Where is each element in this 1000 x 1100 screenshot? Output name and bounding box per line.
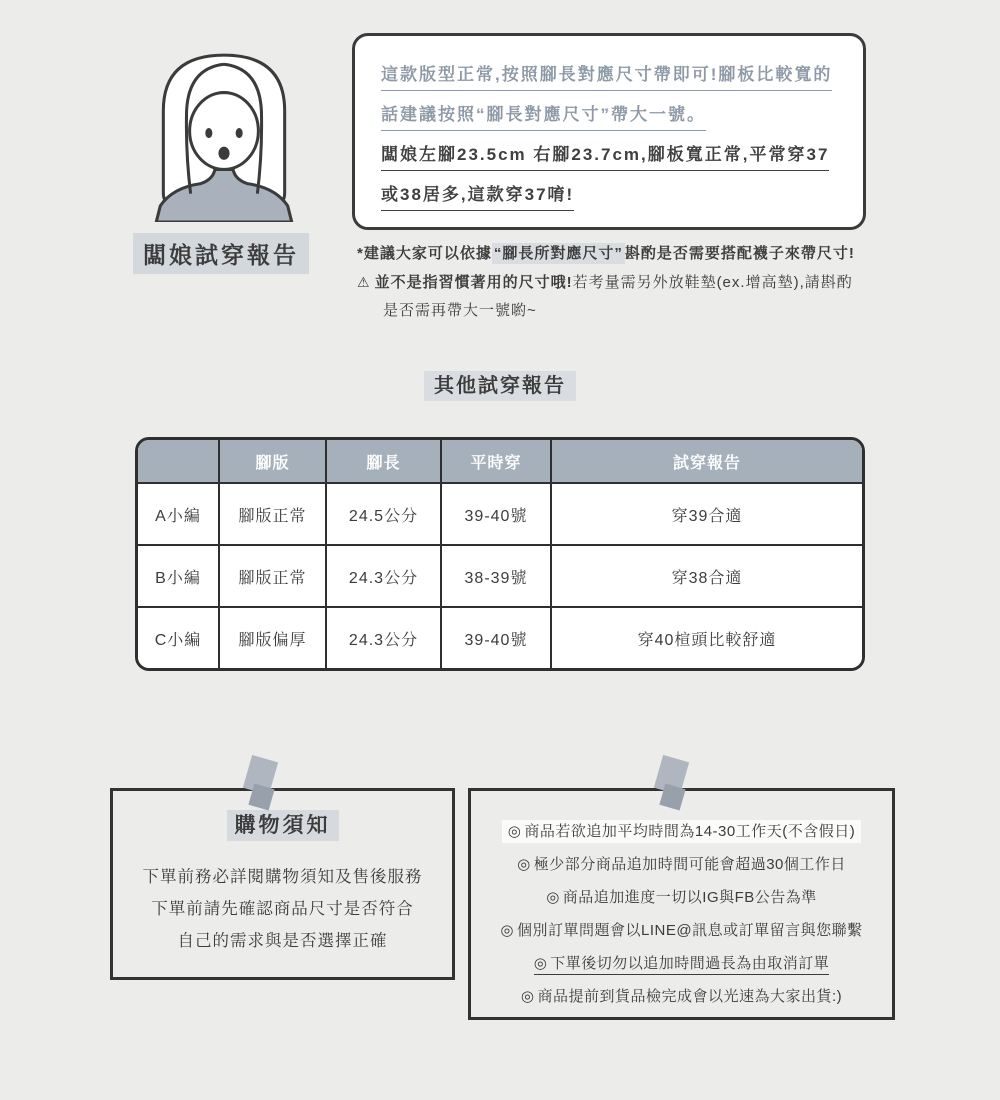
table-header-cell: 腳長 [325,440,440,482]
table-header-cell [138,440,218,482]
bullet-icon: ◎ [517,856,531,873]
bullet-icon: ◎ [520,988,535,1005]
notice-line: 下單前請先確認商品尺寸是否符合 [151,900,414,918]
table-cell: 39-40號 [440,482,550,544]
shopping-notice-box [110,788,455,980]
table-row-label: A小編 [138,482,218,544]
bullet-icon: ◎ [533,955,548,972]
warning-icon: ⚠ [357,274,371,290]
shop-owner-avatar [138,40,310,222]
avatar-mouth [218,147,229,160]
table-header-cell: 腳版 [218,440,325,482]
notice-line: 自己的需求與是否選擇正確 [177,932,388,950]
bullet-icon: ◎ [546,889,560,906]
note-line-3: 是否需再帶大一號喲~ [383,302,537,319]
other-reports-title: 其他試穿報告 [0,369,1000,398]
policy-item: ◎ 商品提前到貨品檢完成會以光速為大家出貨:) [520,988,843,1005]
bullet-icon: ◎ [507,823,522,840]
table-cell: 24.3公分 [325,606,440,668]
table-cell: 38-39號 [440,544,550,606]
avatar-eye-right [236,128,243,138]
table-cell: 穿39合適 [550,482,862,544]
table-cell: 24.5公分 [325,482,440,544]
sizing-note [357,240,897,325]
policy-item: ◎ 商品若欲追加平均時間為14-30工作天(不含假日) [471,815,892,848]
table-row-label: B小編 [138,544,218,606]
table-row-label: C小編 [138,606,218,668]
table-cell: 穿38合適 [550,544,862,606]
policy-item: ◎ 極少部分商品追加時間可能會超過30個工作日 [517,856,846,873]
table-cell: 腳版正常 [218,544,325,606]
bubble-line: 話建議按照“腳長對應尺寸”帶大一號。 [381,100,837,125]
policy-item: ◎ 下單後切勿以追加時間過長為由取消訂單 [471,947,892,980]
table-cell: 穿40楦頭比較舒適 [550,606,862,668]
order-policy-box [468,788,895,1020]
note-line-1: *建議大家可以依據 “腳長所對應尺寸” 斟酌是否需要搭配襪子來帶尺寸! [357,245,855,262]
notice-line: 下單前務必詳閱購物須知及售後服務 [142,868,423,886]
table-header-cell: 試穿報告 [550,440,862,482]
fitting-report-table [135,437,865,671]
table-header-cell: 平時穿 [440,440,550,482]
bullet-icon: ◎ [500,922,514,939]
bubble-line: 或38居多,這款穿37唷! [381,180,837,205]
table-cell: 腳版正常 [218,482,325,544]
table-cell: 24.3公分 [325,544,440,606]
avatar-eye-left [205,128,212,138]
table-cell: 39-40號 [440,606,550,668]
policy-item: ◎ 商品追加進度一切以IG與FB公告為準 [546,889,817,906]
owner-comment-bubble [352,33,866,230]
fitting-report-label: 闆娘試穿報告 [133,233,309,274]
highlighted-size-term: “腳長所對應尺寸” [493,245,623,262]
shopping-notice-text [113,861,452,957]
note-line-2: ⚠ 並不是指習慣著用的尺寸哦!若考量需另外放鞋墊(ex.增高墊),請斟酌 [357,274,853,291]
shopping-notice-title: 購物須知 [113,809,452,839]
table-cell: 腳版偏厚 [218,606,325,668]
bubble-line: 這款版型正常,按照腳長對應尺寸帶即可!腳板比較寬的 [381,60,837,85]
policy-item: ◎ 個別訂單問題會以LINE@訊息或訂單留言與您聯繫 [500,922,863,939]
bubble-line: 闆娘左腳23.5cm 右腳23.7cm,腳板寬正常,平常穿37 [381,140,837,165]
